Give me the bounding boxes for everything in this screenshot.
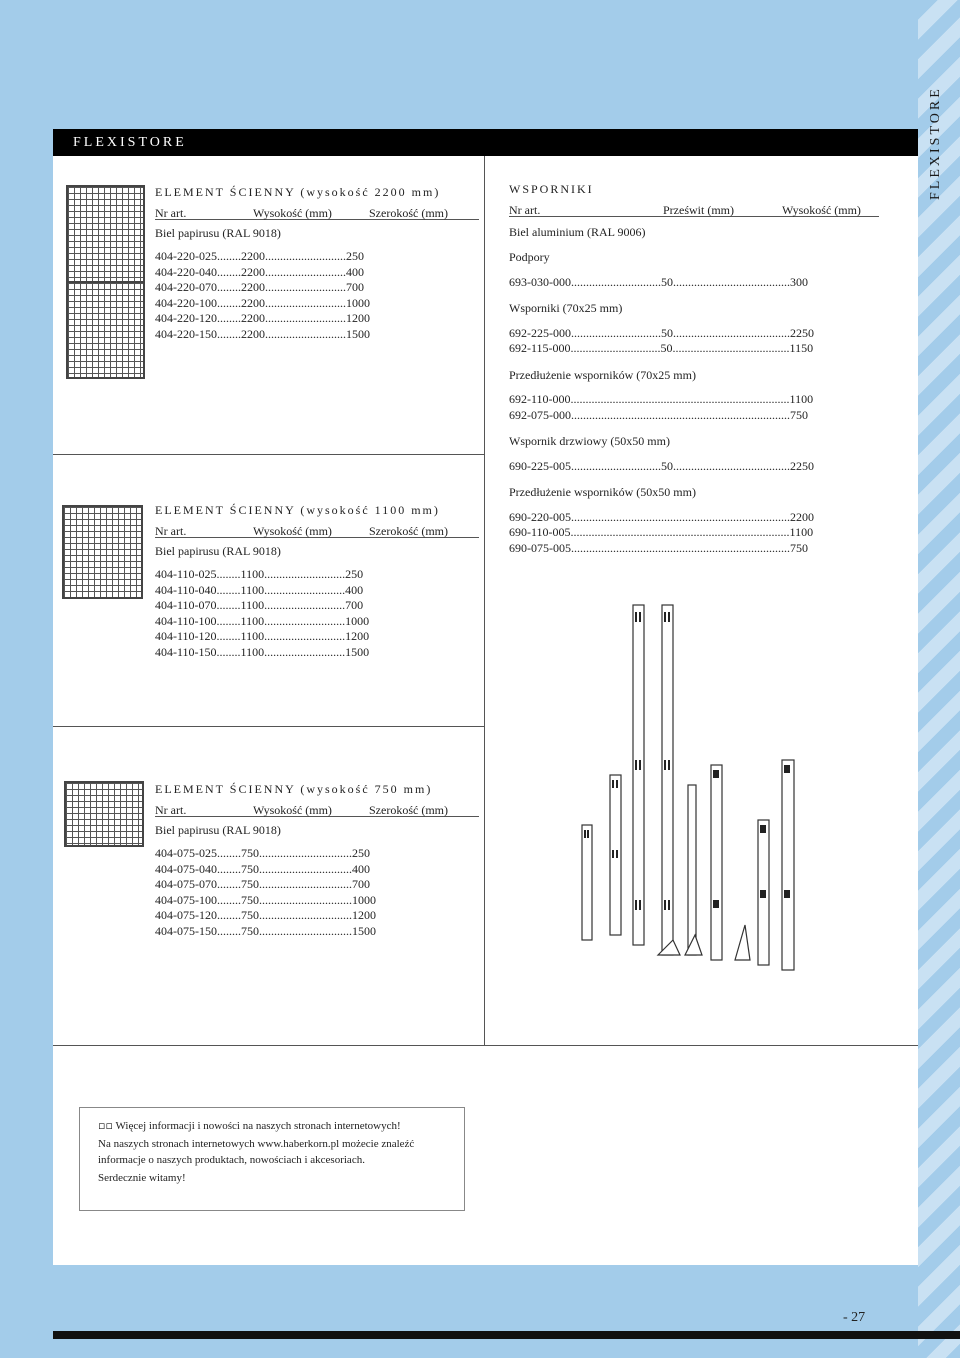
bottom-bar [53, 1331, 960, 1339]
section-title: ELEMENT ŚCIENNY (wysokość 2200 mm) [155, 185, 441, 199]
support-post [711, 765, 722, 960]
info-line: Więcej informacji i nowości na naszych stronach internetowych! [115, 1120, 401, 1132]
color-label: Biel papirusu (RAL 9018) [155, 225, 281, 240]
table-row: 690-075-005.........................................................................750 [509, 540, 808, 555]
col-nr: Nr art. [155, 802, 187, 817]
table-row: 404-110-150........1100...........................1500 [155, 644, 370, 659]
col-width: Szerokość (mm) [369, 802, 448, 817]
info-box [79, 1107, 465, 1211]
table-row: 692-225-000..............................50.......................................2250 [509, 325, 814, 340]
info-line: Serdecznie witamy! [98, 1172, 186, 1184]
support-post [633, 605, 644, 945]
table-row: 404-110-120........1100...........................1200 [155, 629, 370, 643]
col-nr: Nr art. [509, 202, 541, 217]
table-row: 693-030-000..............................50.......................................300 [509, 274, 808, 289]
supports-illustration [570, 600, 810, 980]
table-row: 404-075-120........750...............................1200 [155, 908, 376, 922]
supports-section [509, 182, 879, 556]
table-row: 692-115-000..............................50.......................................1150 [509, 341, 814, 355]
section-title: ELEMENT ŚCIENNY (wysokość 750 mm) [155, 782, 433, 796]
table-row: 404-075-040........750...............................400 [155, 861, 370, 876]
checkbox-icons: ▫▫ [98, 1119, 113, 1132]
info-headline [98, 1118, 464, 1134]
col-height: Wysokość (mm) [253, 523, 332, 538]
group-name: Wspornik drzwiowy (50x50 mm) [509, 434, 670, 448]
col-clearance: Prześwit (mm) [663, 202, 734, 217]
support-post [582, 825, 592, 940]
table-header [509, 200, 879, 217]
wall-element-2200-image-bottom [66, 281, 145, 379]
wall-element-1100-section [155, 503, 479, 660]
table-row: 404-110-040........1100...........................400 [155, 582, 364, 597]
wall-element-2200-image-top [66, 185, 145, 283]
table-row: 404-110-100........1100...........................1000 [155, 613, 370, 628]
table-row: 692-110-000.........................................................................1100 [509, 392, 814, 406]
table-row: 404-220-025........2200...........................250 [155, 249, 364, 263]
side-stripes [918, 0, 960, 1358]
info-line: Na naszych stronach internetowych www.haberkorn.pl możecie znaleźć [98, 1138, 415, 1150]
col-nr: Nr art. [155, 523, 187, 538]
section-divider [53, 1045, 918, 1046]
support-post [610, 775, 621, 935]
column-divider [484, 156, 485, 1046]
table-row: 404-220-070........2200...........................700 [155, 280, 364, 294]
section-divider [53, 454, 484, 455]
group-name: Podpory [509, 250, 550, 264]
brand-title-bar: FLEXISTORE [53, 129, 918, 156]
col-nr: Nr art. [155, 205, 187, 220]
side-brand-label [928, 176, 960, 200]
table-row: 404-220-100........2200...........................1000 [155, 295, 370, 310]
support-post [782, 760, 794, 970]
table-row: 404-075-070........750...............................700 [155, 877, 370, 891]
section-title: ELEMENT ŚCIENNY (wysokość 1100 mm) [155, 503, 440, 517]
group-name: Przedłużenie wsporników (50x50 mm) [509, 485, 696, 499]
col-width: Szerokość (mm) [369, 523, 448, 538]
group-name: Wsporniki (70x25 mm) [509, 301, 623, 315]
table-row: 690-220-005.........................................................................2200 [509, 509, 814, 524]
table-header [155, 203, 479, 220]
col-height: Wysokość (mm) [253, 205, 332, 220]
color-label: Biel aluminium (RAL 9006) [509, 224, 646, 239]
info-line: informacje o naszych produktach, nowościach i akcesoriach. [98, 1154, 365, 1166]
section-divider [53, 726, 484, 727]
support-post [662, 605, 673, 955]
table-row: 690-110-005.........................................................................1100 [509, 525, 814, 539]
table-row: 690-225-005..............................50.......................................2250 [509, 458, 814, 473]
wall-element-1100-image [62, 505, 143, 599]
wall-element-2200-section [155, 185, 479, 342]
table-row: 404-220-150........2200...........................1500 [155, 326, 370, 341]
table-row: 404-220-120........2200...........................1200 [155, 311, 370, 325]
table-row: 404-075-150........750...............................1500 [155, 923, 376, 938]
col-height: Wysokość (mm) [253, 802, 332, 817]
color-label: Biel papirusu (RAL 9018) [155, 543, 281, 558]
table-row: 404-075-025........750...............................250 [155, 846, 370, 860]
wall-element-750-image [64, 781, 144, 847]
color-label: Biel papirusu (RAL 9018) [155, 822, 281, 837]
table-row: 404-110-025........1100...........................250 [155, 567, 364, 581]
table-row: 404-075-100........750...............................1000 [155, 892, 376, 907]
col-width: Szerokość (mm) [369, 205, 448, 220]
support-post [688, 785, 696, 955]
section-title: WSPORNIKI [509, 182, 594, 196]
table-row: 692-075-000.........................................................................750 [509, 407, 808, 422]
table-row: 404-110-070........1100...........................700 [155, 598, 364, 612]
wall-element-750-section [155, 782, 479, 939]
page-number: - 27 [843, 1310, 866, 1325]
table-header [155, 800, 479, 817]
col-height: Wysokość (mm) [782, 202, 861, 217]
table-row: 404-220-040........2200...........................400 [155, 264, 364, 279]
table-header [155, 521, 479, 538]
support-foot [735, 925, 750, 960]
group-name: Przedłużenie wsporników (70x25 mm) [509, 367, 696, 382]
